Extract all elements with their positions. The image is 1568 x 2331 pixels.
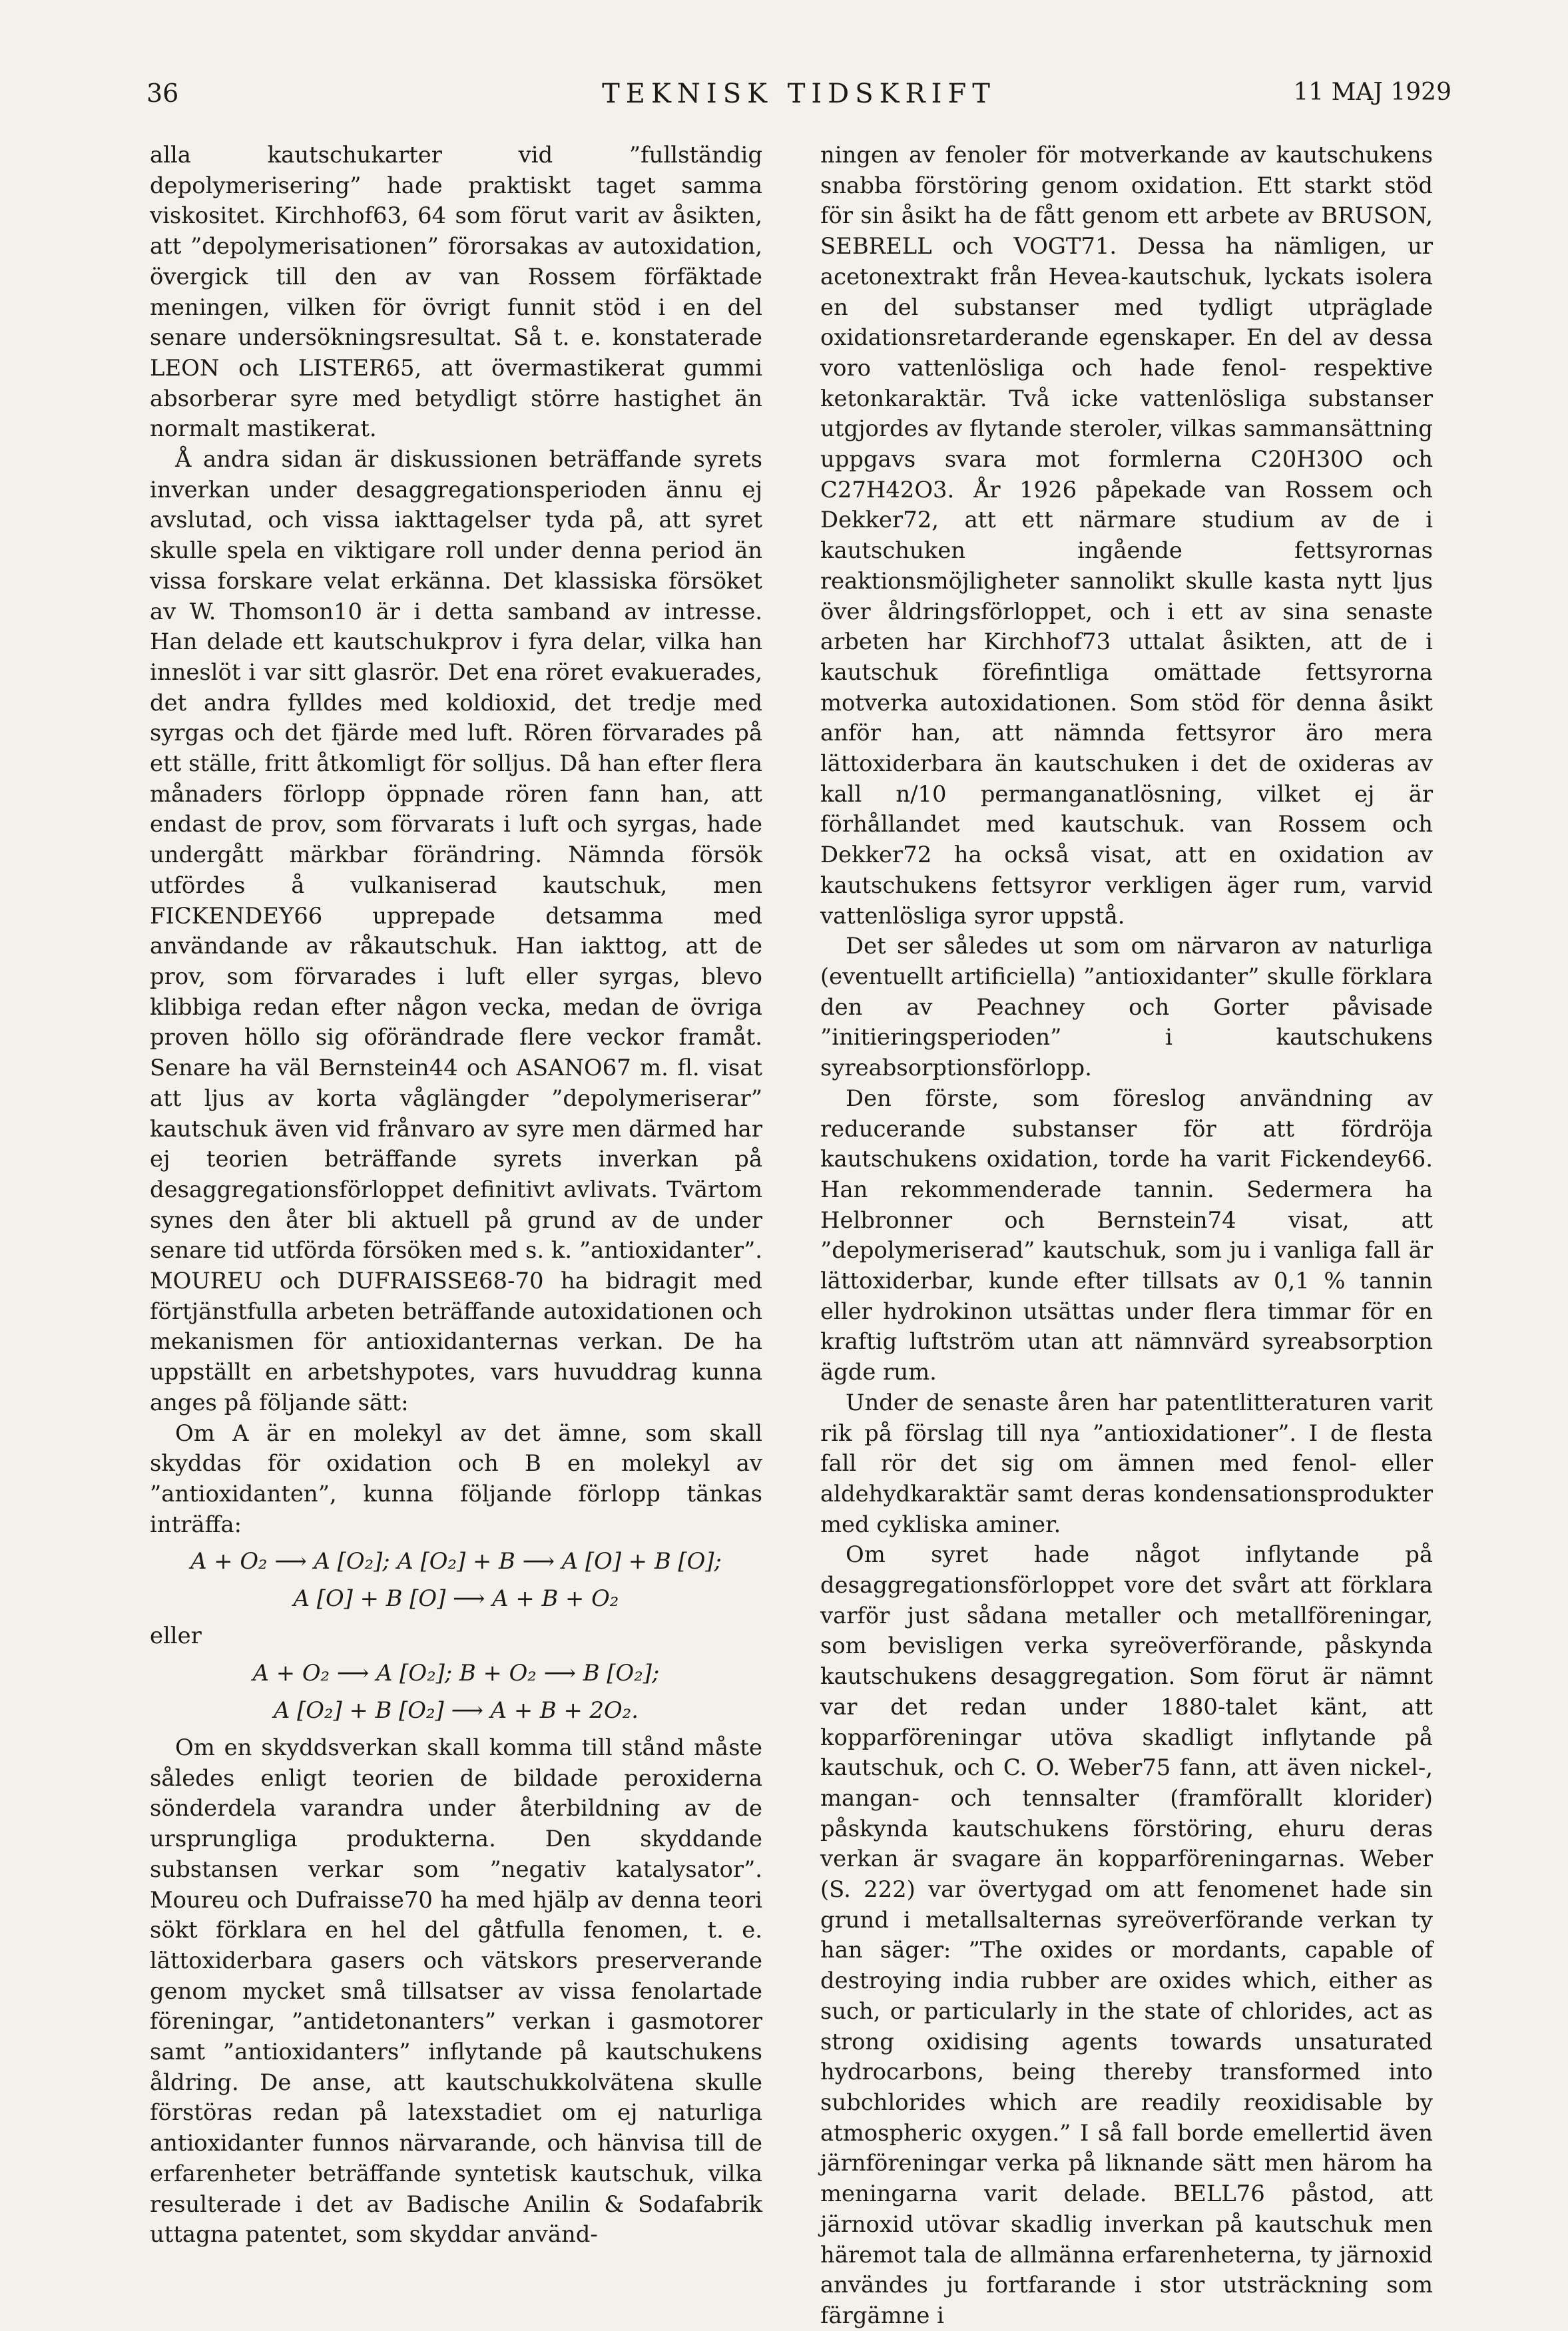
paragraph: Det ser således ut som om närvaron av naturliga (eventuellt artificiella) ”antioxidanter” skulle förklara den av Peachney och Gorter påvisade ”initieringsperioden” i kautschukens syreabsorptionsförlopp.	[820, 933, 1433, 1081]
formula-line: A + O₂ ⟶ A [O₂]; A [O₂] + B ⟶ A [O] + B [O];	[190, 1548, 722, 1575]
page-header	[146, 79, 1451, 125]
issue-date: 11 MAJ 1929	[1293, 79, 1451, 106]
right-column	[820, 140, 1433, 2328]
paragraph: alla kautschukarter vid ”fullständig depolymerisering” hade praktiskt taget samma viskositet. Kirchhof63, 64 som förut varit av åsikten, att ”depolymerisationen” förorsakas av autoxidation, övergick till den av van Rossem förfäktade meningen, vilken för övrigt funnit stöd i en del senare undersökningsresultat. Så t. e. konstaterade LEON och LISTER65, att övermastikerat gummi absorberar syre med betydligt större hastighet än normalt mastikerat.	[150, 142, 762, 442]
paragraph: Den förste, som föreslog användning av reducerande substanser för att fördröja kautschukens oxidation, torde ha varit Fickendey66. Han rekommenderade tannin. Sedermera ha Helbronner och Bernstein74 visat, att ”depolymeriserad” kautschuk, som ju i vanliga fall är lättoxiderbar, kunde efter tillsats av 0,1 % tannin eller hydrokinon utsättas under flera timmar för en kraftig luftström utan att nämnvärd syreabsorption ägde rum.	[820, 1085, 1433, 1386]
paragraph: Å andra sidan är diskussionen beträffande syrets inverkan under desaggregationsperioden ännu ej avslutad, och vissa iakttagelser tyda på, att syret skulle spela en viktigare roll under denna period än vissa forskare velat erkänna. Det klassiska försöket av W. Thomson10 är i detta samband av intresse. Han delade ett kautschukprov i fyra delar, vilka han inneslöt i var sitt glasrör. Det ena röret evakuerades, det andra fylldes med koldioxid, det tredje med syrgas och det fjärde med luft. Rören förvarades på ett ställe, fritt åtkomligt för solljus. Då han efter flera månaders förlopp öppnade rören fann han, att endast de prov, som förvarats i luft och syrgas, hade undergått märkbar förändring. Nämnda försök utfördes å vulkaniserad kautschuk, men FICKENDEY66 upprepade detsamma med användande av råkautschuk. Han iakttog, att de prov, som förvarades i luft eller syrgas, blevo klibbiga redan efter någon vecka, medan de övriga proven höllo sig oförändrade flere veckor framåt. Senare ha väl Bernstein44 och ASANO67 m. fl. visat att ljus av korta våglängder ”depolymeriserar” kautschuk även vid frånvaro av syre men därmed har ej teorien beträffande syrets inverkan på desaggregationsförloppet definitivt avlivats. Tvärtom synes den åter bli aktuell på grund av de under senare tid utförda försöken med s. k. ”antioxidanter”. MOUREU och DUFRAISSE68-70 ha bidragit med förtjänstfulla arbeten beträffande autoxidationen och mekanismen för antioxidanternas verkan. De ha uppställt en arbetshypotes, vars huvuddrag kunna anges på följande sätt:	[150, 446, 762, 1416]
paragraph: Om syret hade något inflytande på desaggregationsförloppet vore det svårt att förklara varför just sådana metaller och metallföreningar, som bevisligen verka syreöverförande, påskynda kautschukens desaggregation. Som förut är nämnt var det redan under 1880-talet känt, att kopparföreningar utöva skadligt inflytande på kautschuk, och C. O. Weber75 fann, att även nickel-, mangan- och tennsalter (framförallt klorider) påskynda kautschukens förstöring, ehuru deras verkan är svagare än kopparföreningarnas. Weber (S. 222) var övertygad om att fenomenet hade sin grund i metallsalternas syreöverförande verkan ty han säger: ”The oxides or mordants, capable of destroying india rubber are oxides which, either as such, or particularly in the state of chlorides, act as strong oxidising agents towards unsaturated hydrocarbons, being thereby transformed into subchlorides which are readily reoxidisable by atmospheric oxygen.” I så fall borde emellertid även järnföreningar verka på liknande sätt men härom ha meningarna varit delade. BELL76 påstod, att järnoxid utövar skadlig inverkan på kautschuk men häremot tala de allmänna erfarenheterna, ty järnoxid användes ju fortfarande i stor utsträckning som färgämne i	[820, 1541, 1433, 2328]
formula-line: A + O₂ ⟶ A [O₂]; B + O₂ ⟶ B [O₂];	[252, 1660, 660, 1686]
formula-line: A [O] + B [O] ⟶ A + B + O₂	[293, 1585, 619, 1612]
formula-line: A [O₂] + B [O₂] ⟶ A + B + 2O₂.	[273, 1697, 639, 1724]
paragraph: Om en skyddsverkan skall komma till stånd måste således enligt teorien de bildade peroxiderna sönderdela varandra under återbildning av de ursprungliga produkterna. Den skyddande substansen verkar som ”negativ katalysator”. Moureu och Dufraisse70 ha med hjälp av denna teori sökt förklara en hel del gåtfulla fenomen, t. e. lättoxiderbara gasers och vätskors preserverande genom mycket små tillsatser av vissa fenolartade föreningar, ”antidetonanters” verkan i gasmotorer samt ”antioxidanters” inflytande på kautschukens åldring. De anse, att kautschukkolvätena skulle förstöras redan på latexstadiet om ej naturliga antioxidanter funnos närvarande, och hänvisa till de erfarenheter beträffande syntetisk kautschuk, vilka resulterade i det av Badische Anilin & Sodafabrik uttagna patentet, som skyddar använd-	[150, 1734, 762, 2248]
journal-title: TEKNISK TIDSKRIFT	[602, 79, 996, 109]
left-column	[150, 140, 762, 2248]
page-number: 36	[146, 79, 179, 108]
paragraph: Under de senaste åren har patentlitteraturen varit rik på förslag till nya ”antioxidationer”. I de flesta fall rör det sig om ämnen med fenol- eller aldehydkaraktär samt deras kondensationsprodukter med cykliska aminer.	[820, 1389, 1433, 1537]
paragraph: ningen av fenoler för motverkande av kautschukens snabba förstöring genom oxidation. Ett starkt stöd för sin åsikt ha de fått genom ett arbete av BRUSON, SEBRELL och VOGT71. Dessa ha nämligen, ur acetonextrakt från Hevea-kautschuk, lyckats isolera en del substanser med tydligt utpräglade oxidationsretarderande egenskaper. En del av dessa voro vattenlösliga och hade fenol- respektive ketonkaraktär. Två icke vattenlösliga substanser utgjordes av flytande steroler, vilkas sammansättning uppgavs svara mot formlerna C20H30O och C27H42O3. År 1926 påpekade van Rossem och Dekker72, att ett närmare studium av de i kautschuken ingående fettsyrornas reaktionsmöjligheter sannolikt skulle kasta nytt ljus över åldringsförloppet, och i ett av sina senaste arbeten har Kirchhof73 uttalat åsikten, att de i kautschuk förefintliga omättade fettsyrorna motverka autoxidationen. Som stöd för denna åsikt anför han, att nämnda fettsyror äro mera lättoxiderbara än kautschuken i det de oxideras av kall n/10 permanganatlösning, vilket ej är förhållandet med kautschuk. van Rossem och Dekker72 ha också visat, att en oxidation av kautschukens fettsyror verkligen äger rum, varvid vattenlösliga syror uppstå.	[820, 142, 1433, 929]
paragraph: Om A är en molekyl av det ämne, som skall skyddas för oxidation och B en molekyl av ”antioxidanten”, kunna följande förlopp tänkas inträffa:	[150, 1420, 762, 1537]
connector-word: eller	[150, 1623, 202, 1649]
